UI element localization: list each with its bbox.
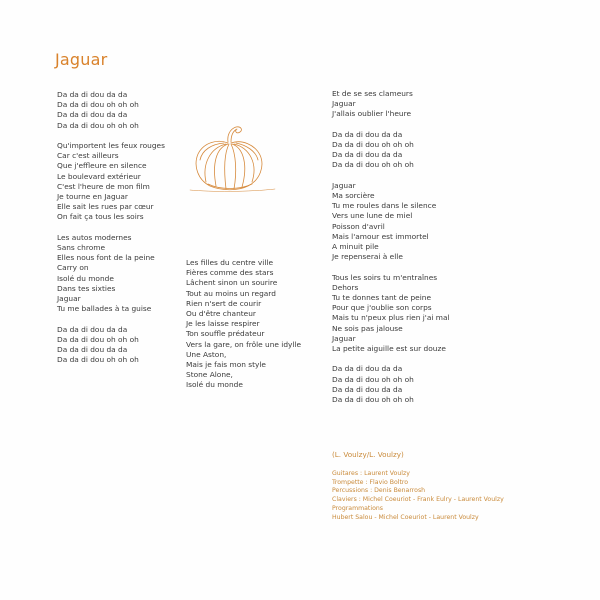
stanza	[332, 130, 492, 171]
lyric-line: Ou d'être chanteur	[186, 309, 256, 319]
lyric-line: Sans chrome	[57, 243, 105, 253]
credit-line: Guitares : Laurent Voulzy	[332, 469, 410, 477]
lyric-line: C'est l'heure de mon film	[57, 181, 150, 191]
lyric-line: Da da di dou da da	[57, 324, 128, 334]
lyric-line: Pour que j'oublie son corps	[332, 303, 432, 313]
lyric-line: Je repenserai à elle	[332, 252, 403, 262]
lyric-line: Qu'importent les feux rouges	[57, 141, 165, 150]
stanza	[332, 273, 492, 355]
lyric-line: Isolé du monde	[186, 380, 243, 390]
lyric-line: Car c'est ailleurs	[57, 151, 119, 161]
lyric-line: Une Aston,	[186, 349, 227, 359]
lyric-line: Rien n'sert de courir	[186, 298, 262, 308]
credit-line: Claviers : Michel Coeuriot - Frank Eulry - Laurent Voulzy	[332, 496, 504, 504]
lyric-line: Jaguar	[332, 333, 356, 343]
lyrics-column-3	[332, 89, 492, 415]
lyric-line: Jaguar	[332, 99, 356, 109]
stanza	[57, 141, 197, 223]
lyric-line: Ton souffle prédateur	[186, 329, 265, 339]
lyric-line: Vers une lune de miel	[332, 211, 413, 221]
lyric-line: Dehors	[332, 282, 359, 292]
lyric-line: Da da di dou oh oh oh	[332, 374, 414, 384]
lyric-line: Da da di dou da da	[57, 345, 128, 355]
lyric-line: Da da di dou oh oh oh	[57, 100, 139, 110]
lyric-line: Da da di dou oh oh oh	[57, 334, 139, 344]
lyric-line: Lâchent sinon un sourire	[186, 278, 278, 288]
song-title: Jaguar	[55, 50, 108, 69]
lyric-line: Tous les soirs tu m'entraînes	[332, 272, 438, 282]
lyric-line: A minuit pile	[332, 242, 379, 252]
lyric-line: Les filles du centre ville	[186, 258, 274, 267]
lyric-line: Dans tes sixties	[57, 283, 116, 293]
lyric-line: Da da di dou da da	[57, 110, 128, 120]
lyric-line: Ne sois pas jalouse	[332, 323, 403, 333]
lyric-line: La petite aiguille est sur douze	[332, 344, 446, 354]
stanza	[332, 364, 492, 405]
lyric-line: Tu me roules dans le silence	[332, 201, 437, 211]
credit-line: Trompette : Flavio Boltro	[332, 478, 409, 486]
lyric-line: Elle sait les rues par cœur	[57, 202, 154, 212]
song-credits	[332, 451, 532, 523]
lyric-line: Tout au moins un regard	[186, 288, 276, 298]
stanza	[57, 90, 197, 131]
lyric-line: Isolé du monde	[57, 273, 114, 283]
lyric-line: Da da di dou da da	[332, 150, 403, 160]
lyric-line: Da da di dou oh oh oh	[57, 355, 139, 365]
lyric-line: Elles nous font de la peine	[57, 253, 155, 263]
stanza	[332, 181, 492, 263]
stanza	[186, 258, 336, 391]
stanza	[57, 325, 197, 366]
lyric-line: Et de se ses clameurs	[332, 89, 413, 98]
lyric-line: Les autos modernes	[57, 232, 132, 242]
stanza	[57, 233, 197, 315]
lyric-line: Da da di dou da da	[57, 90, 128, 99]
lyrics-column-2	[186, 258, 336, 401]
lyric-line: Da da di dou oh oh oh	[332, 140, 414, 149]
lyric-line: Da da di dou oh oh oh	[332, 160, 414, 170]
lyric-line: Ma sorcière	[332, 191, 375, 200]
lyric-line: Que j'effleure en silence	[57, 161, 147, 171]
lyric-line: Stone Alone,	[186, 370, 233, 380]
lyric-line: Poisson d'avril	[332, 221, 385, 231]
lyric-line: Da da di dou oh oh oh	[332, 395, 414, 405]
lyric-line: Jaguar	[57, 294, 81, 304]
lyric-line: Jaguar	[332, 180, 356, 190]
credit-line: Percussions : Denis Benarrosh	[332, 487, 426, 495]
lyric-line: Mais l'amour est immortel	[332, 231, 429, 241]
lyric-line: Le boulevard extérieur	[57, 171, 141, 181]
stanza	[332, 89, 492, 120]
lyric-line: Je tourne en Jaguar	[57, 192, 128, 202]
lyric-line: Tu me ballades à ta guise	[57, 304, 152, 314]
song-authors: (L. Voulzy/L. Voulzy)	[332, 450, 404, 459]
lyric-line: On fait ça tous les soirs	[57, 212, 144, 222]
lyric-line: Tu te donnes tant de peine	[332, 293, 432, 303]
lyric-line: Mais tu n'peux plus rien j'ai mal	[332, 313, 450, 323]
lyrics-column-1	[57, 90, 197, 376]
lyric-line: Da da di dou oh oh oh	[57, 120, 139, 130]
lyric-line: Da da di dou da da	[332, 364, 403, 374]
credit-line: Hubert Salou - Michel Coeuriot - Laurent Voulzy	[332, 513, 479, 521]
credit-line: Programmations	[332, 504, 384, 512]
lyric-line: Da da di dou da da	[332, 384, 403, 394]
lyric-line: Fières comme des stars	[186, 268, 274, 278]
lyric-line: Vers la gare, on frôle une idylle	[186, 339, 302, 349]
lyric-line: J'allais oublier l'heure	[332, 109, 411, 119]
lyric-line: Carry on	[57, 263, 89, 273]
lyric-line: Je les laisse respirer	[186, 319, 260, 329]
lyric-line: Da da di dou da da	[332, 129, 403, 139]
lyric-line: Mais je fais mon style	[186, 360, 266, 370]
